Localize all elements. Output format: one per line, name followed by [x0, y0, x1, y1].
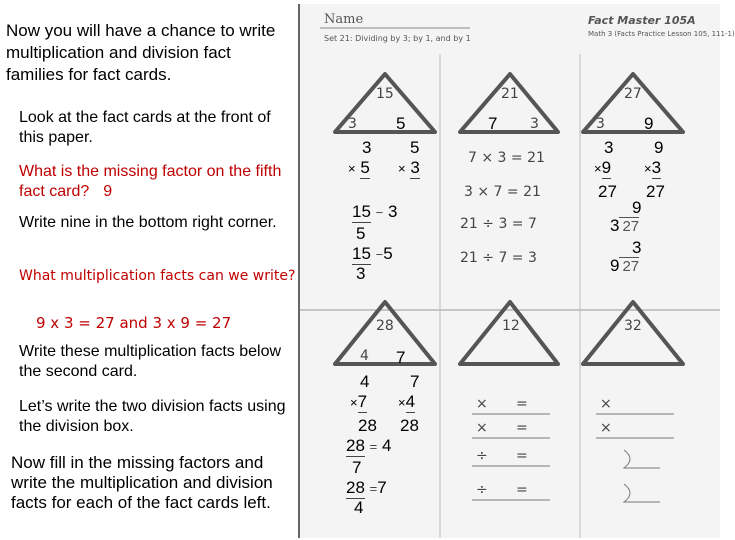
hw-c1-m1-a: 3 [362, 138, 372, 157]
times-mark: × [398, 161, 406, 176]
hw-c4-m2-b: 4 [405, 392, 416, 411]
hw-c1-d1-q: 5 [356, 224, 366, 243]
question-text: What is the missing factor on the fifth fact card? [19, 163, 282, 200]
times-sign: × [600, 420, 612, 436]
hw-c4-d1-b: 4 [381, 436, 392, 455]
card-4-top: 28 [376, 318, 394, 334]
facts-answer: 9 x 3 = 27 and 3 x 9 = 27 [36, 314, 232, 332]
instruction-look: Look at the fact cards at the front of this paper. [19, 109, 271, 146]
hw-c4-m1-a: 4 [360, 372, 370, 391]
hw-card-3-corner: 9 [644, 114, 654, 133]
hw-c3-d1-n: 27 [619, 217, 639, 235]
card-1-left: 3 [348, 116, 357, 132]
card-3-top: 27 [624, 86, 642, 102]
name-label: Name [324, 12, 364, 27]
times-mark: × [644, 161, 652, 176]
worksheet-subtitle: Math 3 (Facts Practice Lesson 105, 111-1) [588, 30, 735, 38]
equals-sign: = [516, 448, 528, 464]
card-4-left: 4 [360, 348, 369, 364]
card-2-fact-3: 21 ÷ 3 = 7 [460, 216, 537, 232]
worksheet-title: Fact Master 105A [588, 14, 696, 27]
times-mark: × [594, 161, 602, 176]
instruction-question [19, 162, 299, 202]
hw-c3-m2-p: 27 [646, 182, 665, 201]
card-6-top: 32 [624, 318, 642, 334]
card-5-top: 12 [502, 318, 520, 334]
hw-c3-d2-d: 9 [610, 256, 620, 275]
hw-card-4-corner: 7 [396, 348, 406, 367]
hw-card-1-corner: 5 [396, 114, 406, 133]
times-mark: × [348, 161, 356, 176]
times-sign: × [600, 396, 612, 412]
hw-c3-m1-a: 3 [604, 138, 614, 157]
hw-c4-m2-a: 7 [410, 372, 420, 391]
set-label: Set 21: Dividing by 3; by 1, and by 1 [324, 34, 471, 43]
instruction-division: Let’s write the two division facts using the division box. [19, 398, 286, 435]
hw-c1-d1-n: 15 [352, 202, 371, 221]
times-mark: × [398, 395, 406, 410]
hw-c4-m1-p: 28 [358, 416, 377, 435]
hw-c3-d2-n: 27 [619, 257, 639, 275]
card-2-fact-2: 3 × 7 = 21 [464, 184, 541, 200]
hw-c4-m1-b: 7 [357, 392, 368, 411]
instruction-fill: Now fill in the missing factors and write the multiplication and division facts for each of the fact cards left. [11, 453, 273, 512]
hw-c4-d2-q: 4 [354, 498, 364, 517]
hw-c3-m1-b: 9 [601, 158, 612, 177]
hw-card-2-corner: 7 [488, 114, 498, 133]
card-3-left: 3 [596, 116, 605, 132]
hw-c1-d2-q: 3 [356, 264, 366, 283]
equals-sign: = [516, 482, 528, 498]
hw-c3-d1-d: 3 [610, 216, 620, 235]
hw-c1-d2-n: 15 [352, 244, 371, 263]
times-sign: × [476, 396, 488, 412]
card-1-top: 15 [376, 86, 394, 102]
minus-mark: − [375, 247, 384, 262]
hw-c3-d2-q: 3 [632, 238, 642, 257]
minus-mark: − [375, 205, 384, 220]
hw-c3-m2-a: 9 [654, 138, 664, 157]
hw-c4-d2-n: 28 [346, 478, 365, 497]
hw-c3-m1-p: 27 [598, 182, 617, 201]
card-2-right: 3 [530, 116, 539, 132]
division-box [624, 484, 660, 502]
fact-triangle-2 [460, 74, 558, 132]
instruction-what-facts: What multiplication facts can we write? [19, 268, 296, 284]
divide-sign: ÷ [476, 448, 488, 464]
division-box [624, 450, 660, 468]
equals-sign: = [516, 420, 528, 436]
times-sign: × [476, 420, 488, 436]
hw-c4-m2-p: 28 [400, 416, 419, 435]
card-2-fact-4: 21 ÷ 7 = 3 [460, 250, 537, 266]
hw-c4-d1-n: 28 [346, 436, 365, 455]
hw-c3-d1-q: 9 [632, 198, 642, 217]
hw-c1-d2-b: 5 [383, 244, 393, 263]
card-2-top: 21 [501, 86, 519, 102]
card-2-fact-1: 7 × 3 = 21 [468, 150, 545, 166]
worksheet [298, 4, 735, 538]
hw-c1-m2-a: 5 [410, 138, 420, 157]
hw-c1-m1-b: 5 [360, 158, 370, 177]
hw-c1-m2-b: 3 [410, 158, 420, 177]
hw-c3-m2-b: 3 [651, 158, 662, 177]
intro-text: Now you will have a chance to write multiplication and division fact families for fact cards. [6, 21, 276, 84]
instruction-write-these: Write these multiplication facts below the second card. [19, 343, 282, 380]
question-answer: 9 [103, 183, 113, 200]
equals-sign: = [516, 396, 528, 412]
equals-mark: = [369, 439, 378, 454]
hw-c1-d1-b: 3 [387, 202, 398, 221]
divide-sign: ÷ [476, 482, 488, 498]
equals-mark: = [369, 481, 378, 496]
instruction-write-nine: Write nine in the bottom right corner. [19, 214, 277, 231]
hw-c4-d1-q: 7 [352, 458, 362, 477]
hw-c4-d2-b: 7 [377, 478, 387, 497]
times-mark: × [350, 395, 358, 410]
